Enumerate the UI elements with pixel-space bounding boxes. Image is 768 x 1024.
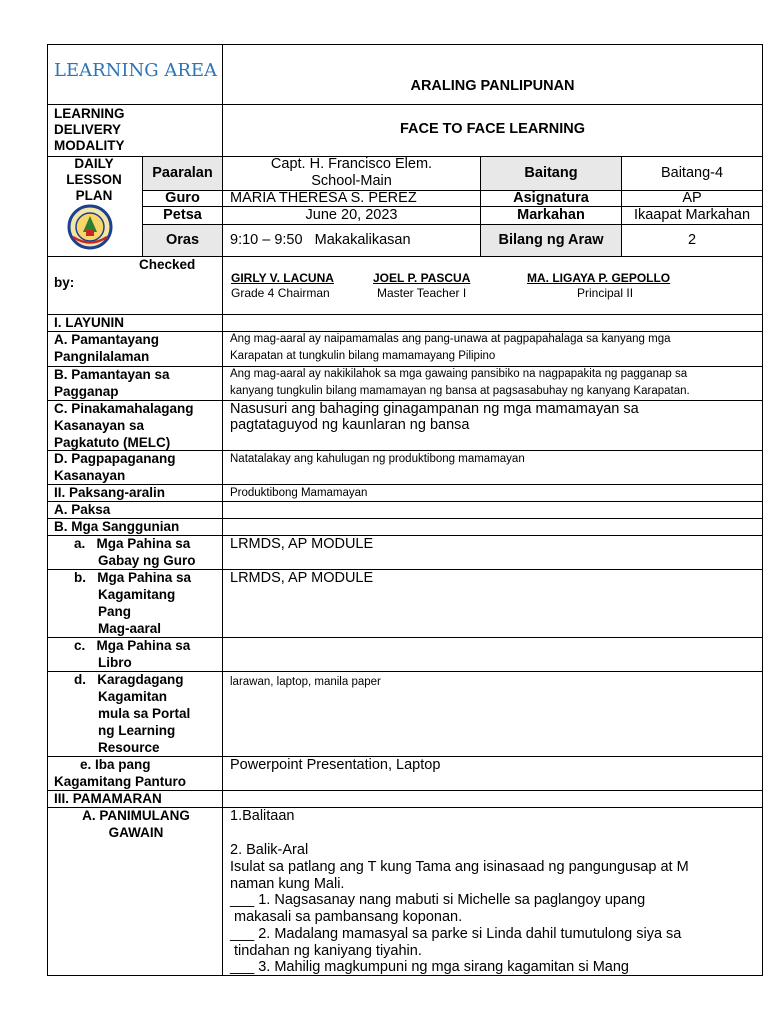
paksang-aralin-label: II. Paksang-aralin bbox=[54, 485, 166, 500]
layunin-heading: I. LAYUNIN bbox=[54, 315, 125, 330]
paaralan-value-2: School-Main bbox=[311, 173, 392, 189]
kagamitan-pahina-text: LRMDS, AP MODULE bbox=[230, 570, 374, 586]
paaralan-label: Paaralan bbox=[152, 165, 213, 181]
pagganap-text-2: kanyang tungkulin bilang mamamayan ng bansa at pagsasabuhay ng kanyang Karapatan. bbox=[230, 385, 690, 397]
checked-label-1: Checked bbox=[139, 257, 196, 272]
karagdagang-label-2: Kagamitan bbox=[98, 689, 168, 704]
pagpapaganang-text: Natatalakay ang kahulugan ng produktibong mamamayan bbox=[230, 453, 525, 465]
petsa-label: Petsa bbox=[163, 207, 202, 223]
gawain-line-6: makasali sa pambansang koponan. bbox=[230, 909, 463, 925]
gawain-line-5: ___ 1. Nagsasanay nang mabuti si Michelle sa paglangoy upang bbox=[230, 892, 646, 908]
learning-area-label: LEARNING AREA bbox=[54, 60, 218, 81]
guro-pahina-label-1: a. Mga Pahina sa bbox=[74, 536, 191, 551]
modality-value: FACE TO FACE LEARNING bbox=[399, 121, 586, 137]
paaralan-value-1: Capt. H. Francisco Elem. bbox=[270, 156, 433, 172]
melc-text-1: Nasusuri ang bahaging ginagampanan ng mga mamamayan sa bbox=[230, 401, 639, 417]
pamantayang-label-2: Pangnilalaman bbox=[54, 349, 150, 364]
karagdagang-label-1: d. Karagdagang bbox=[74, 672, 184, 687]
pamantayang-text-2: Karapatan at tungkulin bilang mamamayang Pilipino bbox=[230, 350, 496, 362]
pagpapaganang-label-1: D. Pagpapaganang bbox=[54, 451, 176, 466]
iba-pang-label-1: e. Iba pang bbox=[80, 757, 151, 772]
melc-label-2: Kasanayan sa bbox=[54, 418, 145, 433]
paksang-aralin-text: Produktibong Mamamayan bbox=[230, 487, 368, 499]
gawain-line-1: 1.Balitaan bbox=[230, 808, 295, 824]
pamantayang-label-1: A. Pamantayang bbox=[54, 332, 160, 347]
gawain-line-4: naman kung Mali. bbox=[230, 876, 345, 892]
baitang-label: Baitang bbox=[524, 165, 578, 181]
checker-1-role: Grade 4 Chairman bbox=[231, 286, 330, 300]
oras-value: 9:10 – 9:50 Makakalikasan bbox=[230, 232, 411, 248]
paksa-label: A. Paksa bbox=[54, 502, 111, 517]
asignatura-value: AP bbox=[682, 190, 702, 206]
gawain-line-3: Isulat sa patlang ang T kung Tama ang isinasaad ng pangungusap at M bbox=[230, 859, 689, 875]
checker-3-role: Principal II bbox=[577, 286, 634, 300]
gawain-line-7: ___ 2. Madalang mamasyal sa parke si Linda dahil tumutulong siya sa bbox=[230, 926, 682, 942]
guro-pahina-label-2: Gabay ng Guro bbox=[98, 553, 196, 568]
checker-3-name: MA. LIGAYA P. GEPOLLO bbox=[527, 271, 671, 285]
markahan-label: Markahan bbox=[517, 207, 585, 223]
pagganap-text-1: Ang mag-aaral ay nakikilahok sa mga gawaing pansibiko na nagpapakita ng pagganap sa bbox=[230, 368, 688, 380]
iba-pang-text: Powerpoint Presentation, Laptop bbox=[230, 757, 441, 773]
oras-label: Oras bbox=[165, 232, 200, 248]
gawain-line-2: 2. Balik-Aral bbox=[230, 842, 309, 858]
melc-text-2: pagtataguyod ng kaunlaran ng bansa bbox=[230, 417, 470, 433]
checked-label-2: by: bbox=[54, 275, 75, 290]
araw-value: 2 bbox=[687, 232, 697, 248]
lesson-plan-table bbox=[47, 44, 763, 976]
pamantayang-text-1: Ang mag-aaral ay naipamamalas ang pang-unawa at pagpapahalaga sa kanyang mga bbox=[230, 333, 671, 345]
school-seal-icon bbox=[67, 204, 113, 250]
dlp-label: DAILY LESSON PLAN bbox=[66, 156, 122, 203]
libro-label-2: Libro bbox=[98, 655, 132, 670]
iba-pang-label-2: Kagamitang Panturo bbox=[54, 774, 187, 789]
guro-label: Guro bbox=[165, 190, 200, 206]
pagpapaganang-label-2: Kasanayan bbox=[54, 468, 126, 483]
checker-2-role: Master Teacher I bbox=[377, 286, 467, 300]
guro-value: MARIA THERESA S. PEREZ bbox=[230, 190, 417, 206]
panimulang-label-1: A. PANIMULANG bbox=[82, 808, 190, 823]
karagdagang-label-5: Resource bbox=[98, 740, 160, 755]
guro-pahina-text: LRMDS, AP MODULE bbox=[230, 536, 374, 552]
araw-label: Bilang ng Araw bbox=[498, 232, 604, 248]
panimulang-label-2: GAWAIN bbox=[108, 825, 164, 840]
checker-1-name: GIRLY V. LACUNA bbox=[231, 271, 334, 285]
sanggunian-label: B. Mga Sanggunian bbox=[54, 519, 180, 534]
pagganap-label-1: B. Pamantayan sa bbox=[54, 367, 170, 382]
libro-label-1: c. Mga Pahina sa bbox=[74, 638, 191, 653]
modality-label: LEARNING DELIVERY MODALITY bbox=[54, 106, 125, 153]
melc-label-3: Pagkatuto (MELC) bbox=[54, 435, 171, 450]
karagdagang-label-4: ng Learning bbox=[98, 723, 176, 738]
learning-area-value: ARALING PANLIPUNAN bbox=[410, 78, 575, 94]
karagdagang-label-3: mula sa Portal bbox=[98, 706, 191, 721]
kagamitan-pahina-label-3: Pang bbox=[98, 604, 132, 619]
kagamitan-pahina-label-4: Mag-aaral bbox=[98, 621, 162, 636]
gawain-line-8: tindahan ng kaniyang tiyahin. bbox=[230, 943, 422, 959]
pagganap-label-2: Pagganap bbox=[54, 384, 119, 399]
melc-label-1: C. Pinakamahalagang bbox=[54, 401, 194, 416]
kagamitan-pahina-label-2: Kagamitang bbox=[98, 587, 176, 602]
checker-2-name: JOEL P. PASCUA bbox=[373, 271, 471, 285]
pamamaraan-heading: III. PAMAMARAN bbox=[54, 791, 162, 806]
petsa-value: June 20, 2023 bbox=[305, 207, 398, 223]
karagdagang-text: larawan, laptop, manila paper bbox=[230, 676, 381, 688]
gawain-line-9: ___ 3. Mahilig magkumpuni ng mga sirang kagamitan si Mang bbox=[230, 959, 629, 975]
baitang-value: Baitang-4 bbox=[660, 165, 724, 181]
markahan-value: Ikaapat Markahan bbox=[633, 207, 751, 223]
kagamitan-pahina-label-1: b. Mga Pahina sa bbox=[74, 570, 192, 585]
asignatura-label: Asignatura bbox=[513, 190, 589, 206]
